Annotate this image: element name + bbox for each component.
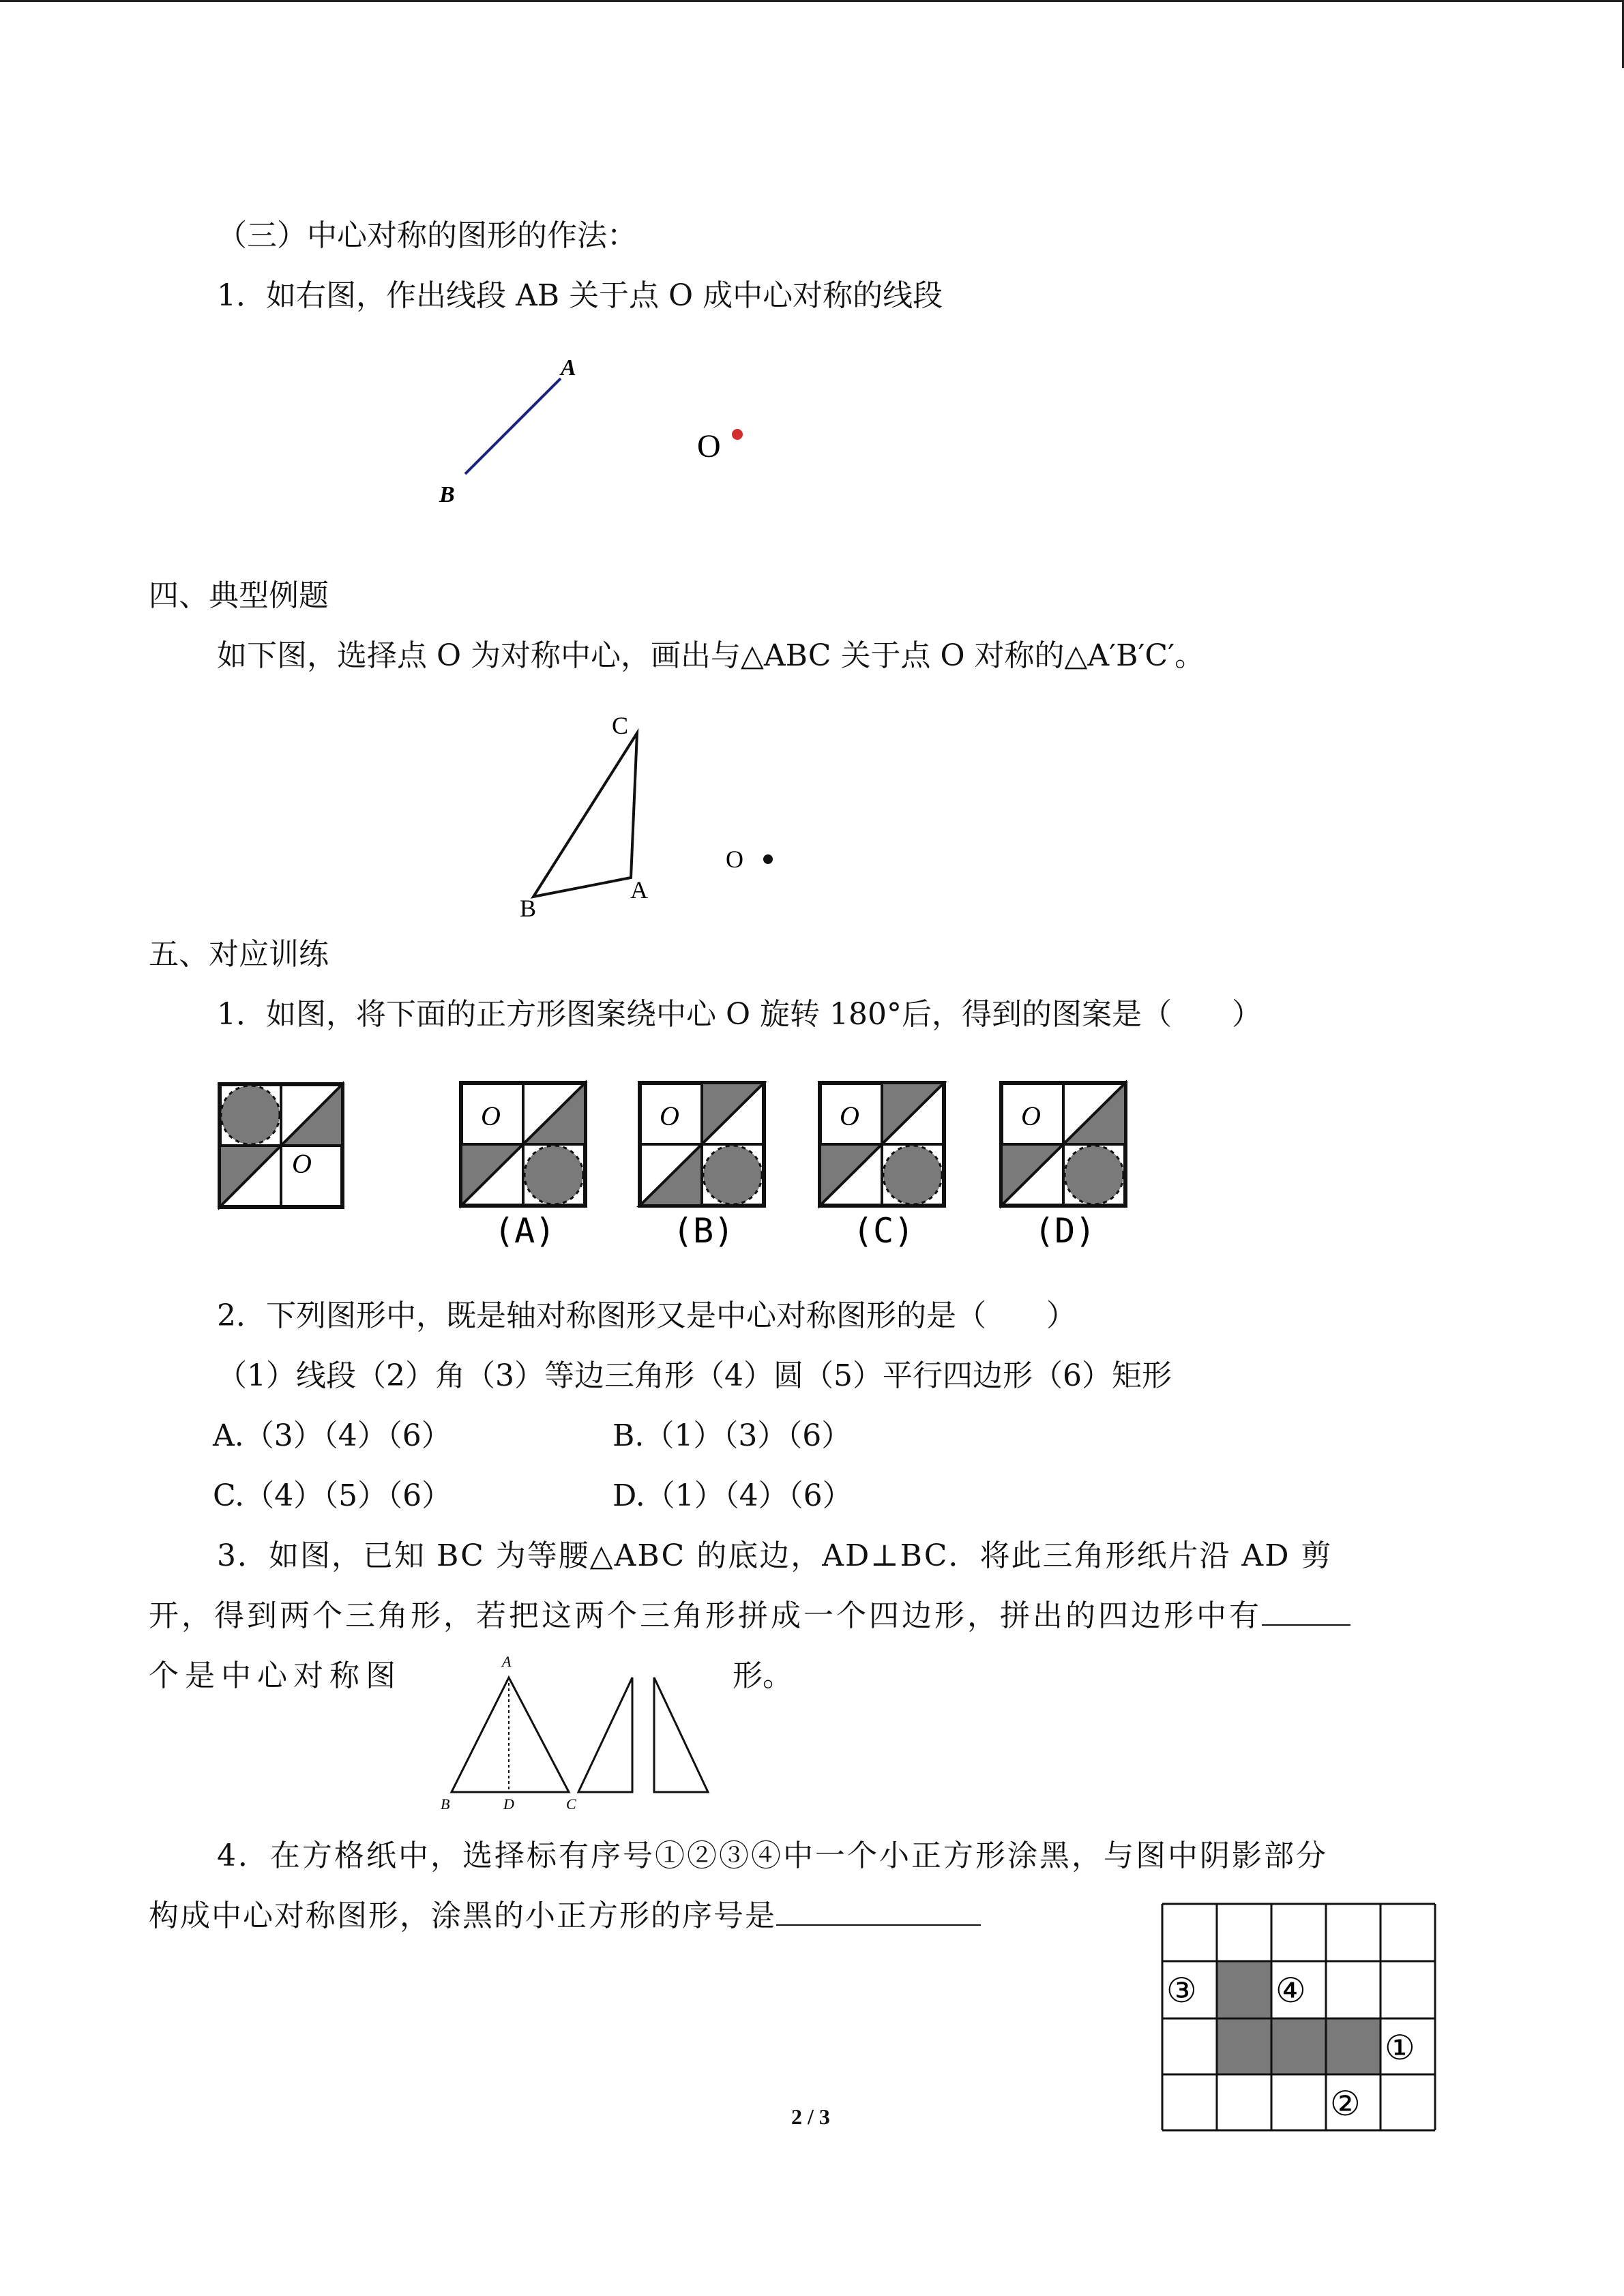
triangle-abc-q3 [452,1678,569,1792]
q3-line-3a: 个是中心对称图 [149,1658,402,1693]
q3-line-1: 3．如图，已知 BC 为等腰△ABC 的底边，AD⊥BC．将此三角形纸片沿 AD 剪 [217,1538,1333,1573]
section-4-heading: 四、典型例题 [149,578,329,613]
q4-answer-blank[interactable] [776,1897,981,1926]
shaded-cell [1271,2018,1326,2074]
segment-ab [465,378,561,474]
sec4-example-text: 如下图，选择点 O 为对称中心，画出与△ABC 关于点 O 对称的△A′B′C′。 [217,638,1205,673]
isosceles-triangle-figure [430,1650,730,1814]
mark-1: ① [1385,2028,1415,2068]
mark-2: ② [1330,2084,1361,2123]
rotation-patterns-figure [211,1071,1146,1255]
sec5-question-1: 1．如图，将下面的正方形图案绕中心 O 旋转 180°后，得到的图案是（ ） [217,997,1263,1032]
triangle-abc-figure [505,709,818,927]
center-o [763,854,773,864]
grid-paper-figure [1153,1896,1453,2141]
shaded-cell [1326,2018,1381,2074]
point-a-label: A [561,355,576,381]
q3-line-2: 开，得到两个三角形，若把这两个三角形拼成一个四边形，拼出的四边形中有 [149,1597,1350,1635]
vertex-c-label: C [612,712,629,739]
option-d-label: (D) [1034,1211,1096,1251]
svg-text:C: C [566,1795,576,1813]
q2-items: （1）线段（2）角（3）等边三角形（4）圆（5）平行四边形（6）矩形 [217,1358,1172,1393]
svg-text:O: O [1021,1101,1041,1131]
sec3-question-1: 1．如右图，作出线段 AB 关于点 O 成中心对称的线段 [217,278,943,313]
svg-text:O: O [660,1101,679,1131]
q3-line-3b: 形。 [733,1658,793,1693]
shaded-cell [1217,1961,1271,2018]
section-3-heading: （三）中心对称的图形的作法： [217,218,637,253]
page-top-border [0,0,1624,2]
q4-line-1: 4．在方格纸中，选择标有序号①②③④中一个小正方形涂黑，与图中阴影部分 [217,1838,1328,1873]
option-c-label: (C) [853,1211,915,1251]
segment-ab-figure [409,341,791,525]
cut-piece-right [654,1678,708,1792]
svg-text:O: O [481,1101,501,1131]
shaded-cell [1217,2018,1271,2074]
section-5-heading: 五、对应训练 [149,937,329,972]
q2-option-d: D.（1）（4）（6） [612,1478,853,1513]
mark-3: ③ [1166,1971,1197,2010]
svg-text:D: D [503,1795,514,1813]
center-o-label: O [726,846,743,873]
q4-line-2: 构成中心对称图形，涂黑的小正方形的序号是 [149,1897,981,1935]
option-b-pattern [640,1083,764,1251]
option-c-pattern [820,1083,944,1251]
pattern-center-label: O [292,1148,312,1179]
option-a-pattern [461,1083,585,1251]
original-pattern [220,1084,342,1207]
q2-option-a: A.（3）（4）（6） [213,1418,452,1453]
sec5-question-2: 2．下列图形中，既是轴对称图形又是中心对称图形的是（ ） [217,1298,1076,1333]
svg-text:A: A [502,1653,512,1670]
option-a-label: (A) [494,1211,556,1251]
svg-text:B: B [441,1795,450,1813]
option-b-label: (B) [673,1211,735,1251]
q2-option-b: B.（1）（3）（6） [612,1418,852,1453]
point-b-label: B [439,482,455,507]
vertex-a-label: A [630,876,648,904]
triangle-abc [533,733,637,897]
mark-4: ④ [1275,1971,1306,2010]
page-number: 2 / 3 [791,2104,830,2129]
vertex-b-label: B [520,895,537,922]
svg-text:O: O [840,1101,859,1131]
q2-option-c: C.（4）（5）（6） [213,1478,452,1513]
point-o [732,429,743,440]
q3-answer-blank[interactable] [1262,1597,1350,1626]
point-o-label: O [697,428,721,464]
cut-piece-left [578,1678,632,1792]
option-d-pattern [1001,1083,1125,1251]
